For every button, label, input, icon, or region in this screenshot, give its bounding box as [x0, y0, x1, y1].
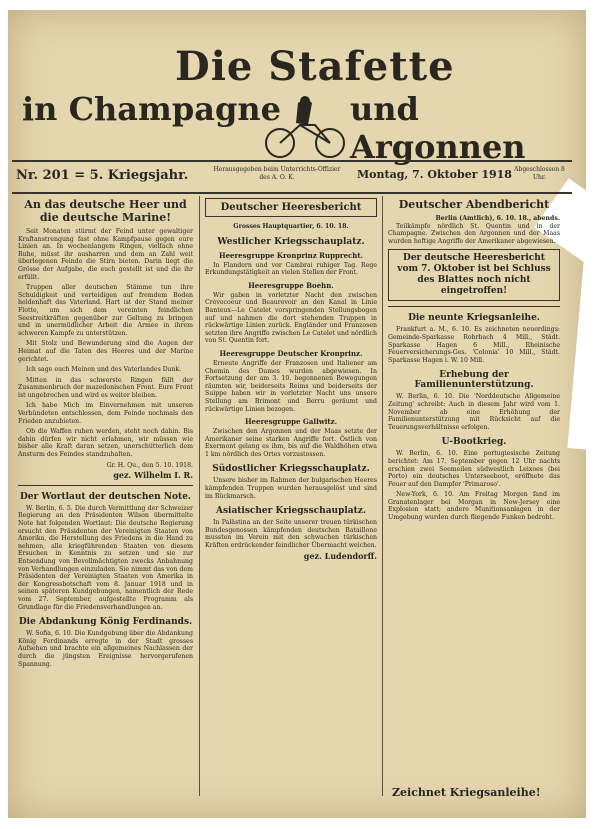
section-title: Der Wortlaut der deutschen Note.: [19, 491, 192, 502]
paragraph: Mit Stolz und Bewunderung sind die Augen der Heimat auf die Taten des Heeres und der Marine gerichtet.: [18, 340, 193, 363]
paragraph: Seit Monaten stürmt der Feind unter gewaltiger Kraftanstrengung fast ohne Kampfpause gegen eure Linien an. In wochenlangem Ringen, vielfach ohne Ruhe, müsst ihr ausharren und dem an Zahl weit überlegenen Feinde die Stirn bieten. Darin liegt die Grösse der Aufgabe, die euch gestellt ist und die ihr erfüllt.: [18, 228, 193, 281]
paragraph: Unsere bisher im Rahmen der bulgarischen Heeres kämpfenden Truppen wurden herausgelöst und sind im Rückmarsch.: [205, 477, 377, 500]
cyclist-illustration-icon: [260, 95, 350, 160]
divider: [18, 485, 193, 486]
section-title: Die neunte Kriegsanleihe.: [408, 313, 540, 324]
paragraph: Wir gaben in vorletzter Nacht den zwischen Crèvecoeur und Beaurevoir an den Kanal in Linie Banteux—Le Catelet vorspringenden Stellungsbogen auf und nahmen die dort stehenden Truppen in rückwärtige Linien zurück. Engländer und Franzosen setzten ihre Angriffe zwischen Le Catelet und nördlich von St. Quentin fort.: [205, 291, 377, 345]
group-title: Heeresgruppe Boehn.: [248, 280, 334, 290]
column-1: [18, 196, 193, 671]
paragraph: Zwischen den Argonnen und der Maas setzte der Amerikaner seine starken Angriffe fort. Östlich von Exermont gelang es ihm, bis auf die Waldhöhen etwa 1 km nördlich des Ortes vorzustossen.: [205, 428, 377, 458]
paragraph: Ob die Waffen ruhen werden, steht noch dahin. Bis dahin dürfen wir nicht erlahmen, wir müssen wie bisher alle Kraft daran setzen, unerschütterlich dem Ansturm des Feindes standzuhalten.: [18, 428, 193, 459]
box-title: Deutscher Heeresbericht: [205, 198, 377, 217]
paragraph: Frankfurt a. M., 6. 10. Es zeichneten neuerdings: Gemeinde-Sparkasse Rohrbach 4 Mill., Städt. Sparkasse Hagen 6 Mill., Rheinische Feuerversicherungs-Ges. 'Colonia' 10 Mill., Städt. Sparkasse Hagen i. W. 10 Mill.: [388, 326, 560, 364]
section-title: Südostlicher Kriegsschauplatz.: [212, 464, 370, 475]
place-date: Gr. H. Qu., den 5. 10. 1918.: [106, 461, 193, 469]
signature: gez. Ludendorff.: [303, 550, 377, 561]
paragraph: W. Sofia, 6. 10. Die Kundgebung über die Abdankung König Ferdinands erregte in der Stadt grosses Aufsehen und brachte ein allgemeines Nachlassen der durch die jüngsten Ereignisse hervorgerufenen Spannung.: [18, 630, 193, 668]
paragraph: Ich sage euch Meinen und des Vaterlandes Dank.: [26, 366, 182, 374]
title-left: in Champagne: [22, 90, 281, 128]
issue-date: Montag, 7. Oktober 1918: [357, 168, 512, 181]
paragraph: W. Berlin, 6. 10. Die 'Norddeutsche Allgemeine Zeitung' schreibt: Auch in diesem Jahr wird vom 1. November ab eine Erhöhung der Familienunterstützung mit Rücksicht auf die Teuerungsverhältnisse erfolgen.: [388, 393, 560, 431]
headline: An das deutsche Heer und die deutsche Marine!: [24, 198, 187, 224]
paragraph: New-York, 6. 10. Am Freitag Morgen fand im Granatenlager bei Morgan in New-Jersey eine Explosion statt; andere Munitionsanlagen in der Umgebung wurden durch fliegende Funken bedroht.: [388, 491, 560, 522]
paragraph: Ich habe Mich im Einvernehmen mit unseren Verbündeten entschlossen, dem Feinde nochmals den Frieden anzubieten.: [18, 402, 193, 425]
hq-dateline: Grosses Hauptquartier, 6. 10. 18.: [233, 223, 349, 230]
masthead: [20, 35, 560, 166]
column-divider: [199, 196, 200, 796]
notice-box: Der deutsche Heeresbericht vom 7. Oktober ist bei Schluss des Blattes noch nicht eingetroffen!: [388, 249, 560, 301]
group-title: Heeresgruppe Deutscher Kronprinz.: [219, 348, 363, 358]
closing-time: Abgeschlossen 8 Uhr.: [514, 166, 565, 181]
section-title: Westlicher Kriegsschauplatz.: [217, 236, 365, 247]
column-divider: [382, 196, 383, 796]
paragraph: W. Berlin, 6. 10. Eine portugiesische Zeitung berichtet: Am 17. September gegen 12 Uhr nachts erschien zwei Seemeilen südwestlich Leixoes (bei Porto) ein deutsches Unterseeboot, eröffnete das Feuer auf den Dampfer 'Primaroso'.: [388, 450, 560, 488]
paragraph: Erneute Angriffe der Franzosen und Italiener am Chemin des Dames wurden abgewiesen. In Fortsetzung der am 3. 10. begonnenen Bewegungen räumten wir, beiderseits Reims und beiderseits der Suippe haben wir in vorletzter Nacht uns unsere Stellung am Brimont und Berru geräumt und rückwärtige Linien bezogen.: [205, 359, 377, 413]
publisher-note: Herausgegeben beim Unterrichts-Offizier des A. O. K.: [213, 166, 341, 181]
paragraph: Teilkämpfe nördlich St. Quentin und in der Champagne. Zwischen den Argonnen und der Maas wurden heftige Angriffe der Amerikaner abgewiesen.: [388, 222, 560, 245]
section-title: Deutscher Abendbericht: [398, 198, 550, 211]
paragraph: In Flandern und vor Cambrai ruhiger Tag. Rege Erkundungstätigkeit an vielen Stellen der Front.: [205, 261, 377, 277]
dateline: Berlin (Amtlich), 6. 10. 18., abends.: [435, 215, 560, 222]
divider: [388, 306, 560, 307]
paragraph: Truppen aller deutschen Stämme tun ihre Schuldigkeit und verteidigen auf fremdem Boden heldenhaft das Vaterland. Hart ist der Stand meiner Flotte, um sich dem vereinten feindlichen Seestreitkräften gegenüber zur Geltung zu bringen und in unermüdlicher Arbeit die Armee in ihrem schweren Kampfe zu unterstützen.: [18, 284, 193, 337]
paragraph: Mitten in das schwerste Ringen fällt der Zusammenbruch der mazedonischen Front. Eure Front ist ungebrochen und wird es weiter bleiben.: [18, 376, 193, 399]
title-top: Die Stafette: [175, 43, 455, 90]
info-bar: [12, 160, 572, 194]
section-title: Erhebung der Familienunterstützung.: [414, 370, 534, 391]
paragraph: In Palästina an der Seite unserer treuen türkischen Bundesgenossen kämpfenden deutschen Bataillone mussten im Verein mit den schwachen türkischen Kräften erdrückender feindlicher Übermacht weichen.: [205, 519, 377, 550]
column-2: [205, 196, 377, 563]
section-title: Die Abdankung König Ferdinands.: [18, 617, 193, 628]
column-3: [388, 196, 560, 525]
title-right: und Argonnen: [350, 90, 526, 166]
group-title: Heeresgruppe Gallwitz.: [244, 417, 338, 427]
group-title: Heeresgruppe Kronprinz Rupprecht.: [218, 250, 364, 260]
paragraph: W. Berlin, 6. 5. Die durch Vermittlung der Schweizer Regierung an den Präsidenten Wilson übermittelte Note hat folgenden Wortlaut: Die deutsche Regierung ersucht den Präsidenten der Vereinigten Staaten von Amerika, die Herstellung des Friedens in die Hand zu nehmen, alle kriegführenden Staaten von diesem Ersuchen in Kenntnis zu setzen und sie zur Entsendung von Bevollmächtigten zwecks Anbahnung von Verhandlungen einzuladen. Sie nimmt das von dem Präsidenten der Vereinigten Staaten von Amerika in der Kongressbotschaft vom 8. Januar 1918 und in seinen späteren Kundgebungen, namentlich der Rede vom 27. September, aufgestellte Programm als Grundlage für die Friedensverhandlungen an.: [18, 504, 193, 611]
torn-edge: [567, 249, 586, 452]
issue-number: Nr. 201 = 5. Kriegsjahr.: [16, 168, 189, 183]
section-title: Asiatischer Kriegsschauplatz.: [215, 506, 367, 517]
section-title: U-Bootkrieg.: [441, 437, 507, 448]
footer-slogan: Zeichnet Kriegsanleihe!: [392, 786, 541, 799]
signature: gez. Wilhelm I. R.: [113, 470, 193, 481]
